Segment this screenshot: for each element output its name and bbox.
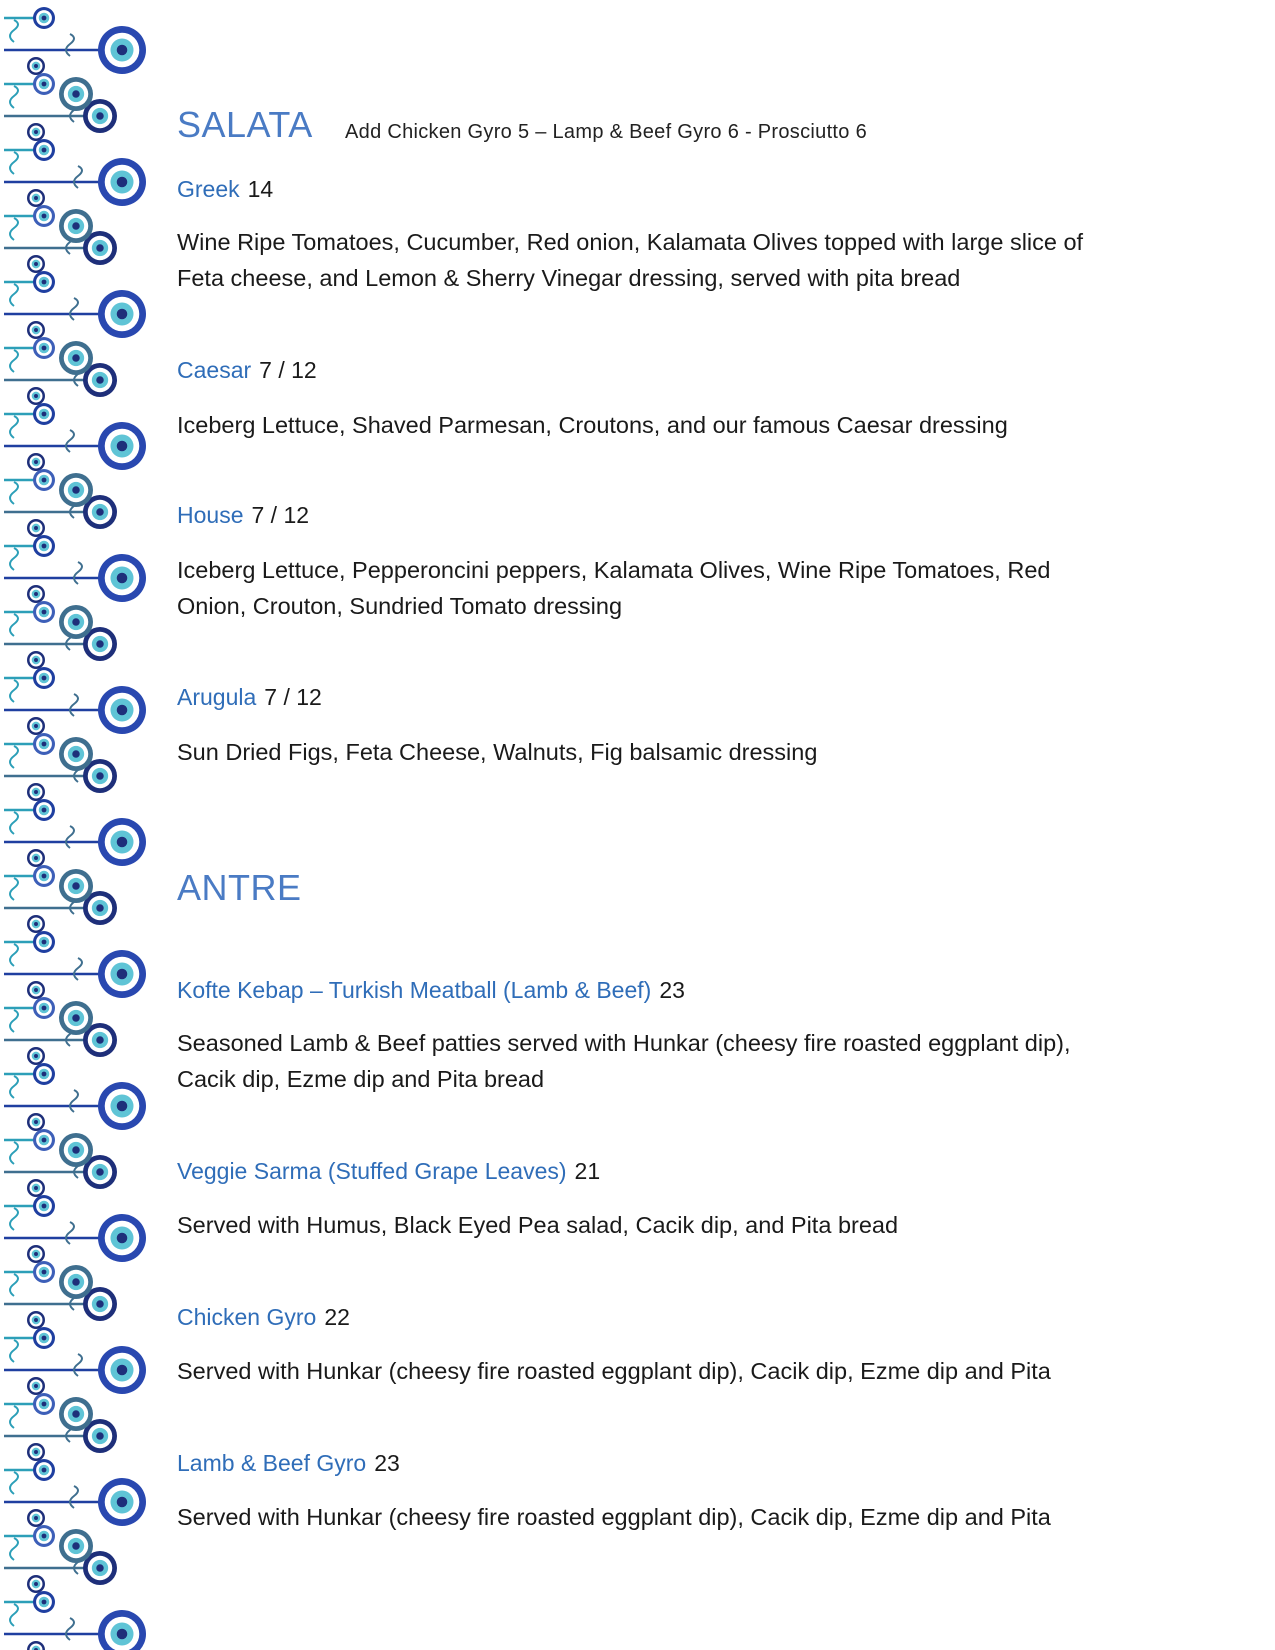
evil-eye-icon	[33, 205, 55, 227]
menu-item-name: Chicken Gyro	[177, 1304, 317, 1330]
evil-eye-icon	[98, 818, 146, 866]
evil-eye-icon	[27, 717, 45, 735]
section-title-antre: ANTRE	[177, 867, 302, 908]
menu-item-price: 23	[659, 977, 685, 1003]
evil-eye-icon	[27, 1047, 45, 1065]
menu-item-greek-description: Wine Ripe Tomatoes, Cucumber, Red onion, Kalamata Olives topped with large slice of Feta cheese, and Lemon & Sherry Vinegar dressing, served with pita bread	[177, 229, 1084, 291]
evil-eye-icon	[33, 865, 55, 887]
evil-eye-icon	[98, 26, 146, 74]
evil-eye-icon	[33, 601, 55, 623]
menu-item-chicken-gyro-description: Served with Hunkar (cheesy fire roasted eggplant dip), Cacik dip, Ezme dip and Pita	[177, 1358, 1051, 1384]
border-swirl	[10, 1604, 18, 1626]
border-swirl	[70, 298, 78, 320]
evil-eye-icon	[27, 585, 45, 603]
menu-item-caesar-description: Iceberg Lettuce, Shaved Parmesan, Croutons, and our famous Caesar dressing	[177, 412, 1008, 438]
menu-item-lamb-beef-gyro-description: Served with Hunkar (cheesy fire roasted eggplant dip), Cacik dip, Ezme dip and Pita	[177, 1504, 1051, 1530]
evil-eye-icon	[59, 77, 93, 111]
salata-add-on-note: Add Chicken Gyro 5 – Lamp & Beef Gyro 6 - Prosciutto 6	[345, 121, 867, 143]
evil-eye-icon	[98, 950, 146, 998]
menu-item-name: Arugula	[177, 684, 257, 710]
border-swirl	[10, 218, 18, 240]
evil-eye-icon	[59, 605, 93, 639]
border-swirl	[10, 680, 18, 702]
border-swirl	[10, 86, 18, 108]
evil-eye-icon	[27, 189, 45, 207]
border-swirl	[10, 1274, 18, 1296]
evil-eye-icon	[27, 255, 45, 273]
border-swirl	[74, 1354, 82, 1376]
border-swirl	[10, 350, 18, 372]
evil-eye-icon	[27, 651, 45, 669]
border-swirl	[10, 1538, 18, 1560]
evil-eye-icon	[33, 1195, 55, 1217]
border-swirl	[66, 1618, 74, 1640]
border-swirl	[10, 152, 18, 174]
evil-eye-icon	[27, 1377, 45, 1395]
border-swirl	[10, 944, 18, 966]
evil-eye-icon	[33, 73, 55, 95]
menu-item-house-description: Iceberg Lettuce, Pepperoncini peppers, Kalamata Olives, Wine Ripe Tomatoes, Red Onion, Crouton, Sundried Tomato dressing	[177, 557, 1051, 619]
menu-item-name: House	[177, 502, 244, 528]
evil-eye-icon	[27, 57, 45, 75]
evil-eye-icon	[59, 473, 93, 507]
evil-eye-icon	[33, 7, 55, 29]
menu-item-name: Greek	[177, 176, 240, 202]
section-title-salata: SALATA	[177, 104, 313, 145]
evil-eye-icon	[59, 869, 93, 903]
border-swirl	[66, 430, 74, 452]
evil-eye-icon	[33, 535, 55, 557]
evil-eye-icon	[59, 209, 93, 243]
evil-eye-icon	[98, 290, 146, 338]
evil-eye-icon	[59, 1397, 93, 1431]
evil-eye-icon	[27, 321, 45, 339]
evil-eye-icon	[27, 915, 45, 933]
menu-item-price: 7 / 12	[264, 684, 322, 710]
evil-eye-icon	[33, 733, 55, 755]
menu-item-veggie-sarma-description: Served with Humus, Black Eyed Pea salad, Cacik dip, and Pita bread	[177, 1212, 899, 1238]
evil-eye-icon	[98, 1082, 146, 1130]
evil-eye-icon	[98, 422, 146, 470]
menu-item-price: 23	[374, 1450, 400, 1476]
border-swirl	[10, 416, 18, 438]
border-swirl	[74, 166, 82, 188]
menu-item-price: 7 / 12	[259, 357, 317, 383]
evil-eye-icon	[98, 1346, 146, 1394]
evil-eye-icon	[27, 1575, 45, 1593]
border-swirl	[10, 1406, 18, 1428]
menu-item-chicken-gyro-title	[177, 1304, 350, 1331]
evil-eye-icon	[33, 1327, 55, 1349]
evil-eye-icon	[33, 403, 55, 425]
evil-eye-icon	[27, 387, 45, 405]
border-swirl	[10, 614, 18, 636]
border-swirl	[10, 812, 18, 834]
evil-eye-icon	[33, 271, 55, 293]
evil-eye-icon	[27, 1641, 45, 1650]
border-swirl	[66, 1222, 74, 1244]
menu-item-name: Lamb & Beef Gyro	[177, 1450, 367, 1476]
border-swirl	[10, 746, 18, 768]
evil-eye-icon	[27, 1509, 45, 1527]
menu-item-veggie-sarma-title	[177, 1158, 600, 1185]
menu-item-lamb-beef-gyro-title	[177, 1450, 400, 1477]
evil-eye-icon	[33, 1129, 55, 1151]
menu-item-name: Caesar	[177, 357, 252, 383]
evil-eye-icon	[33, 799, 55, 821]
menu-item-house-title	[177, 502, 309, 529]
border-swirl	[10, 20, 18, 42]
evil-eye-icon	[27, 1245, 45, 1263]
menu-item-caesar-title	[177, 357, 317, 384]
evil-eye-icon	[27, 1179, 45, 1197]
evil-eye-icon	[98, 554, 146, 602]
evil-eye-border	[0, 0, 160, 1650]
evil-eye-icon	[59, 737, 93, 771]
evil-eye-icon	[33, 1459, 55, 1481]
evil-eye-icon	[27, 1443, 45, 1461]
evil-eye-icon	[33, 667, 55, 689]
evil-eye-icon	[33, 1261, 55, 1283]
evil-eye-icon	[33, 1393, 55, 1415]
border-swirl	[10, 1076, 18, 1098]
evil-eye-icon	[27, 519, 45, 537]
evil-eye-icon	[33, 1591, 55, 1613]
border-swirl	[66, 826, 74, 848]
border-swirl	[74, 562, 82, 584]
evil-eye-icon	[59, 1529, 93, 1563]
border-swirl	[10, 1472, 18, 1494]
evil-eye-icon	[33, 139, 55, 161]
border-swirl	[70, 1090, 78, 1112]
border-swirl	[10, 284, 18, 306]
evil-eye-icon	[33, 469, 55, 491]
border-swirl	[10, 1340, 18, 1362]
border-swirl	[70, 1486, 78, 1508]
evil-eye-icon	[33, 337, 55, 359]
evil-eye-icon	[33, 1063, 55, 1085]
menu-item-name: Veggie Sarma (Stuffed Grape Leaves)	[177, 1158, 567, 1184]
border-swirl	[10, 482, 18, 504]
evil-eye-icon	[27, 783, 45, 801]
border-swirl	[10, 1208, 18, 1230]
menu-item-greek-title	[177, 176, 273, 203]
evil-eye-icon	[27, 1311, 45, 1329]
menu-item-name: Kofte Kebap – Turkish Meatball (Lamb & Beef)	[177, 977, 652, 1003]
evil-eye-icon	[59, 1133, 93, 1167]
evil-eye-icon	[98, 686, 146, 734]
border-swirl	[74, 958, 82, 980]
evil-eye-icon	[59, 1265, 93, 1299]
border-swirl	[10, 878, 18, 900]
evil-eye-icon	[27, 849, 45, 867]
border-swirl	[10, 1010, 18, 1032]
evil-eye-icon	[27, 981, 45, 999]
border-swirl	[70, 694, 78, 716]
evil-eye-icon	[33, 1525, 55, 1547]
evil-eye-icon	[98, 1214, 146, 1262]
border-swirl	[10, 1142, 18, 1164]
menu-item-price: 14	[247, 176, 274, 202]
menu-item-price: 21	[574, 1158, 601, 1184]
evil-eye-icon	[27, 453, 45, 471]
evil-eye-icon	[33, 931, 55, 953]
menu-item-kofte-kebap-description: Seasoned Lamb & Beef patties served with Hunkar (cheesy fire roasted eggplant dip), Cacik dip, Ezme dip and Pita bread	[177, 1030, 1071, 1092]
menu-item-arugula-description: Sun Dried Figs, Feta Cheese, Walnuts, Fig balsamic dressing	[177, 739, 818, 765]
evil-eye-icon	[59, 1001, 93, 1035]
menu-item-price: 7 / 12	[251, 502, 310, 528]
border-swirl	[66, 34, 74, 56]
evil-eye-icon	[27, 1113, 45, 1131]
menu-item-price: 22	[324, 1304, 350, 1330]
evil-eye-icon	[98, 1610, 146, 1650]
border-swirl	[10, 548, 18, 570]
evil-eye-icon	[98, 158, 146, 206]
menu-item-kofte-kebap-title	[177, 977, 685, 1004]
menu-item-arugula-title	[177, 684, 322, 711]
evil-eye-icon	[59, 341, 93, 375]
evil-eye-icon	[27, 123, 45, 141]
evil-eye-icon	[98, 1478, 146, 1526]
evil-eye-icon	[33, 997, 55, 1019]
